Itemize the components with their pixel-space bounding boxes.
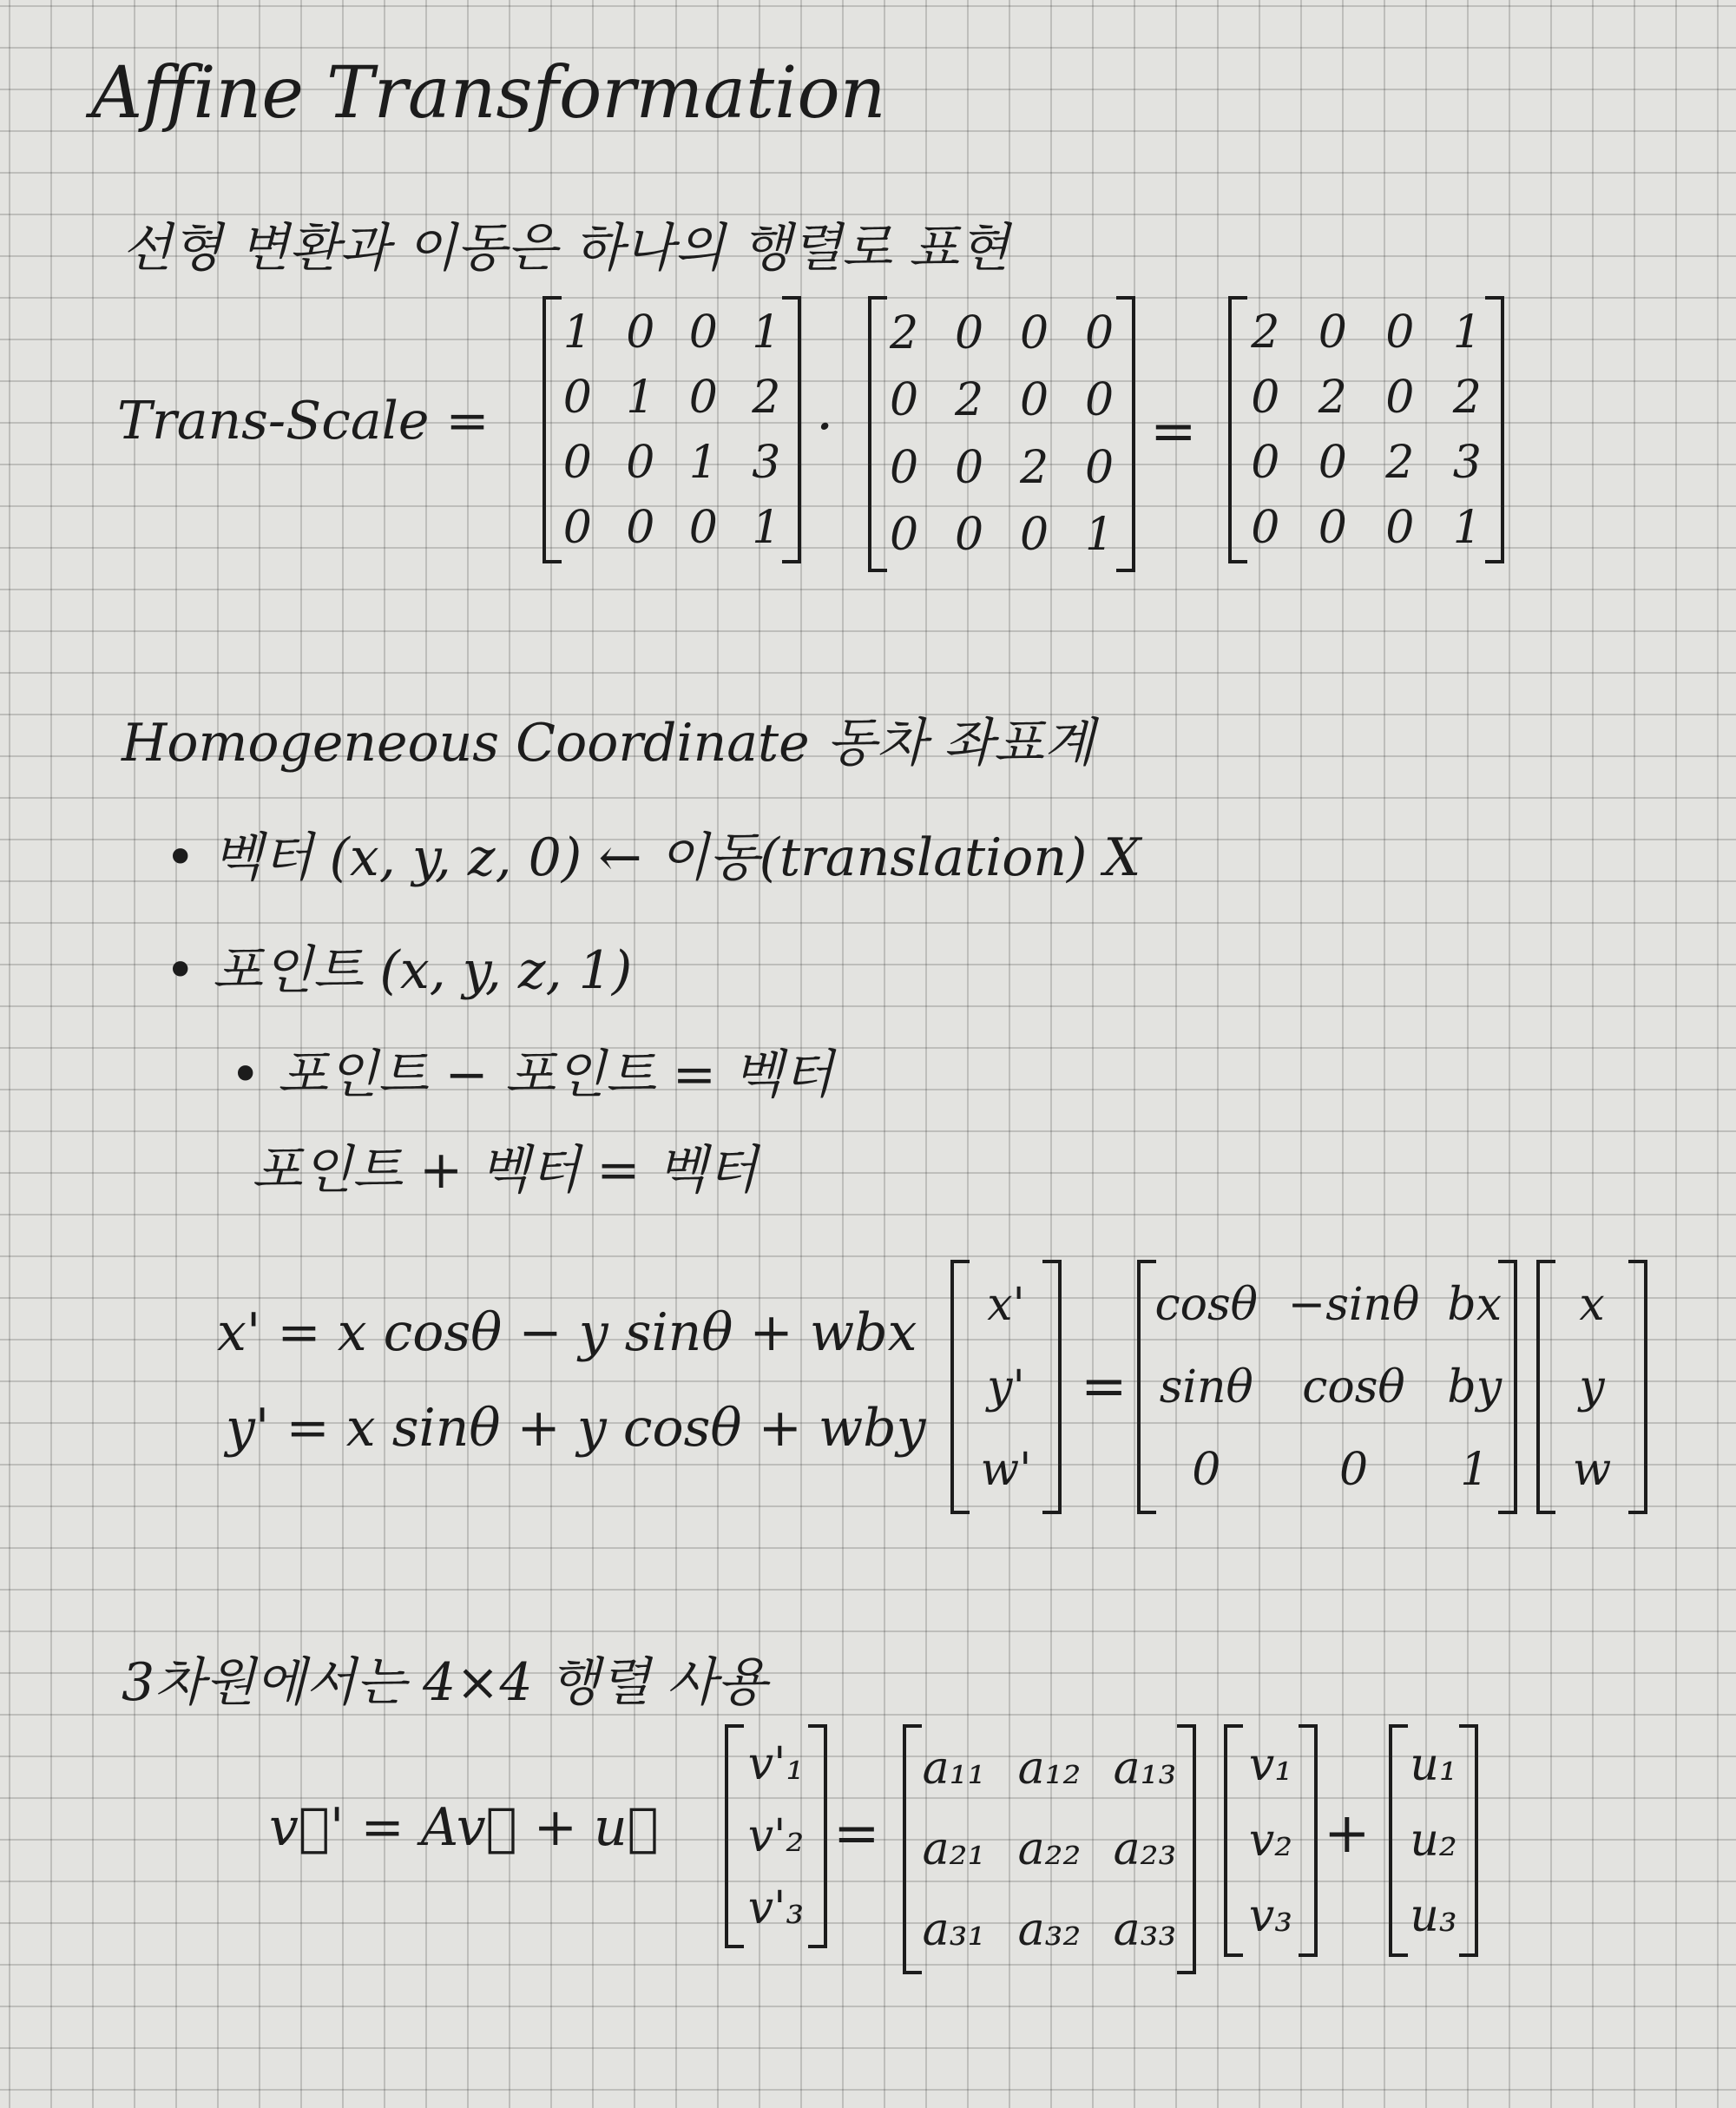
three-d-lhs-vector: [725, 1728, 827, 1945]
matrix-cell: 0: [1192, 1443, 1221, 1496]
matrix-cell: 3: [1452, 436, 1482, 489]
matrix-cell: a₃₂: [1017, 1904, 1082, 1957]
trans-scale-label: Trans-Scale =: [117, 391, 490, 451]
matrix-cell: 0: [626, 436, 655, 489]
matrix-cell: 1: [752, 501, 781, 554]
matrix-cell: x: [1579, 1278, 1605, 1331]
matrix-cell: 2: [1452, 371, 1482, 424]
equals-sign: =: [1150, 399, 1197, 464]
matrix-cell: 0: [1084, 306, 1115, 359]
matrix-cell: v₁: [1248, 1739, 1293, 1792]
matrix-cell: a₁₂: [1017, 1742, 1082, 1795]
rotation-rhs-vector: [1536, 1263, 1647, 1511]
matrix-cell: v₂: [1248, 1814, 1293, 1867]
matrix-cell: 1: [688, 436, 718, 489]
matrix-cell: 1: [562, 306, 592, 359]
matrix-cell: y: [1579, 1360, 1605, 1413]
matrix-cell: 0: [1318, 501, 1347, 554]
matrix-cell: 0: [1251, 436, 1280, 489]
matrix-cell: 1: [752, 306, 781, 359]
rotation-eq-x: x' = x cosθ − y sinθ + wbx: [217, 1302, 917, 1363]
matrix-cell: 0: [1385, 501, 1415, 554]
rotation-lhs-vector: [950, 1263, 1062, 1511]
matrix-cell: a₁₃: [1113, 1742, 1177, 1795]
matrix-cell: 2: [954, 374, 984, 427]
result-matrix: [1228, 300, 1504, 560]
three-d-a-matrix: [903, 1728, 1196, 1971]
rotation-eq-y: y' = x sinθ + y cosθ + wby: [226, 1398, 926, 1459]
matrix-cell: by: [1447, 1360, 1503, 1413]
matrix-cell: 0: [1385, 371, 1415, 424]
subtitle: 선형 변환과 이동은 하나의 행렬로 표현: [122, 218, 1009, 279]
matrix-cell: 0: [889, 441, 919, 494]
scale-matrix: [868, 300, 1135, 569]
matrix-cell: 0: [954, 441, 984, 494]
dot-operator: ·: [816, 395, 834, 459]
matrix-cell: −sinθ: [1287, 1278, 1420, 1331]
matrix-cell: 1: [1452, 501, 1482, 554]
matrix-cell: 0: [1019, 374, 1049, 427]
matrix-cell: u₃: [1410, 1889, 1457, 1942]
matrix-cell: v'₃: [747, 1882, 805, 1935]
matrix-cell: a₁₁: [922, 1742, 986, 1795]
matrix-cell: 0: [688, 306, 718, 359]
matrix-cell: 0: [1318, 436, 1347, 489]
point-line: • 포인트 (x, y, z, 1): [165, 929, 632, 1004]
matrix-cell: 0: [954, 509, 984, 562]
three-d-plus: +: [1324, 1802, 1371, 1866]
matrix-cell: w: [1572, 1443, 1612, 1496]
matrix-cell: a₂₁: [922, 1822, 986, 1875]
matrix-cell: 0: [1385, 306, 1415, 359]
matrix-cell: a₃₁: [922, 1904, 986, 1957]
matrix-cell: u₂: [1410, 1814, 1457, 1867]
matrix-cell: 0: [1318, 306, 1347, 359]
rule-point-minus-point: • 포인트 − 포인트 = 벡터: [230, 1033, 833, 1108]
translate-matrix: [542, 300, 801, 560]
matrix-cell: 0: [688, 371, 718, 424]
matrix-cell: 0: [626, 306, 655, 359]
rotation-matrix: [1137, 1263, 1517, 1511]
matrix-cell: cosθ: [1154, 1278, 1258, 1331]
matrix-cell: v₃: [1248, 1889, 1293, 1942]
three-d-equation: v⃗' = Av⃗ + u⃗: [269, 1797, 659, 1858]
matrix-cell: 2: [1385, 436, 1415, 489]
matrix-cell: 0: [626, 501, 655, 554]
matrix-cell: 0: [1019, 306, 1049, 359]
matrix-cell: x': [987, 1278, 1025, 1331]
matrix-cell: y': [987, 1360, 1025, 1413]
matrix-cell: 0: [1084, 441, 1115, 494]
rotation-equals: =: [1081, 1354, 1128, 1419]
matrix-cell: 0: [1338, 1443, 1369, 1496]
matrix-cell: 2: [1318, 371, 1347, 424]
matrix-cell: cosθ: [1302, 1360, 1405, 1413]
matrix-cell: 0: [688, 501, 718, 554]
three-d-u-vector: [1389, 1728, 1478, 1953]
matrix-cell: bx: [1447, 1278, 1503, 1331]
matrix-cell: 3: [752, 436, 781, 489]
homogeneous-heading: Homogeneous Coordinate 동차 좌표계: [122, 713, 1095, 774]
matrix-cell: 0: [1084, 374, 1115, 427]
matrix-cell: 0: [889, 509, 919, 562]
matrix-cell: 1: [1460, 1443, 1489, 1496]
matrix-cell: v'₁: [747, 1737, 805, 1790]
matrix-cell: 1: [626, 371, 655, 424]
matrix-cell: 1: [1084, 509, 1115, 562]
vector-line: • 벡터 (x, y, z, 0) ← 이동(translation) X: [165, 816, 1141, 891]
matrix-cell: 2: [752, 371, 781, 424]
matrix-cell: 2: [1019, 441, 1049, 494]
matrix-cell: a₃₃: [1113, 1904, 1177, 1957]
rule-point-plus-vector: 포인트 + 벡터 = 벡터: [252, 1140, 758, 1201]
matrix-cell: 0: [562, 371, 592, 424]
matrix-cell: 1: [1452, 306, 1482, 359]
matrix-cell: 0: [1019, 509, 1049, 562]
matrix-cell: 0: [954, 306, 984, 359]
three-d-v-vector: [1224, 1728, 1318, 1953]
matrix-cell: a₂₃: [1113, 1822, 1177, 1875]
page-title: Affine Transformation: [91, 52, 886, 135]
matrix-cell: 2: [889, 306, 919, 359]
matrix-cell: 0: [562, 501, 592, 554]
matrix-cell: 2: [1251, 306, 1280, 359]
matrix-cell: u₁: [1410, 1739, 1457, 1792]
three-d-equals: =: [833, 1802, 880, 1866]
matrix-cell: w': [980, 1443, 1032, 1496]
matrix-cell: 0: [889, 374, 919, 427]
matrix-cell: 0: [562, 436, 592, 489]
matrix-cell: 0: [1251, 501, 1280, 554]
matrix-cell: a₂₂: [1017, 1822, 1082, 1875]
three-d-heading: 3차원에서는 4×4 행렬 사용: [122, 1652, 767, 1713]
matrix-cell: sinθ: [1159, 1360, 1253, 1413]
matrix-cell: 0: [1251, 371, 1280, 424]
matrix-cell: v'₂: [747, 1809, 805, 1862]
